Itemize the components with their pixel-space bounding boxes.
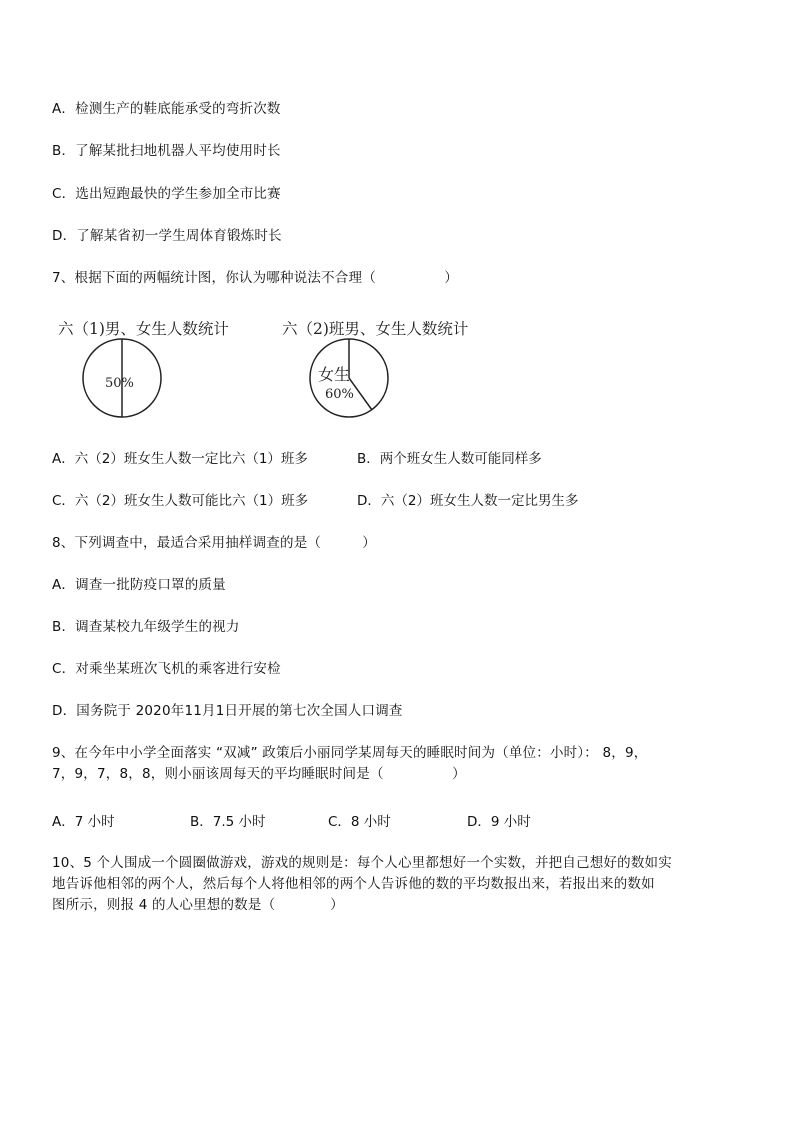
q10-line3: 图所示，则报 4 的人心里想的数是（ ） bbox=[52, 897, 344, 913]
q6-option-a: A．检测生产的鞋底能承受的弯折次数 bbox=[52, 101, 281, 117]
q9-option-d: D．9 小时 bbox=[467, 814, 531, 830]
q8-option-c: C．对乘坐某班次飞机的乘客进行安检 bbox=[52, 661, 281, 677]
q9-option-c: C．8 小时 bbox=[328, 814, 391, 830]
q10-stem bbox=[52, 853, 742, 916]
q7-stem: 7、根据下面的两幅统计图，你认为哪种说法不合理（ ） bbox=[52, 270, 459, 286]
q8-stem: 8、下列调查中，最适合采用抽样调查的是（ ） bbox=[52, 535, 376, 551]
chart-left-pie bbox=[80, 338, 166, 420]
pie-left-label: 50% bbox=[105, 376, 134, 391]
q7-option-a: A．六（2）班女生人数一定比六（1）班多 bbox=[52, 451, 308, 467]
q6-option-c: C．选出短跑最快的学生参加全市比赛 bbox=[52, 186, 281, 202]
q7-option-b: B．两个班女生人数可能同样多 bbox=[357, 451, 542, 467]
pie-right-label-pct: 60% bbox=[325, 387, 354, 402]
q6-option-d: D．了解某省初一学生周体育锻炼时长 bbox=[52, 228, 282, 244]
q9-stem-line1: 9、在今年中小学全面落实 “双减” 政策后小丽同学某周每天的睡眠时间为（单位：小时）： 8，9， bbox=[52, 745, 648, 761]
chart-left-title: 六（1)男、女生人数统计 bbox=[58, 320, 229, 338]
q7-option-c: C．六（2）班女生人数可能比六（1）班多 bbox=[52, 493, 309, 509]
q9-stem-line2: 7，9，7，8，8，则小丽该周每天的平均睡眠时间是（ ） bbox=[52, 766, 466, 782]
q9-option-a: A．7 小时 bbox=[52, 814, 115, 830]
q8-option-b: B．调查某校九年级学生的视力 bbox=[52, 619, 240, 635]
q8-option-a: A．调查一批防疫口罩的质量 bbox=[52, 577, 226, 593]
q10-line1: 10、5 个人围成一个圆圈做游戏，游戏的规则是：每个人心里都想好一个实数，并把自己想好的数如实 bbox=[52, 855, 672, 871]
chart-right-title: 六（2)班男、女生人数统计 bbox=[282, 320, 469, 338]
q9-stem bbox=[52, 743, 742, 785]
pie-right-label-name: 女生 bbox=[318, 365, 351, 384]
q6-option-b: B．了解某批扫地机器人平均使用时长 bbox=[52, 143, 281, 159]
q10-line2: 地告诉他相邻的两个人，然后每个人将他相邻的两个人告诉他的数的平均数报出来，若报出来的数如 bbox=[52, 876, 655, 892]
chart-right-pie bbox=[308, 338, 392, 420]
q7-option-d: D．六（2）班女生人数一定比男生多 bbox=[357, 493, 579, 509]
q9-option-b: B．7.5 小时 bbox=[190, 814, 266, 830]
q8-option-d: D．国务院于 2020年11月1日开展的第七次全国人口调查 bbox=[52, 703, 403, 719]
